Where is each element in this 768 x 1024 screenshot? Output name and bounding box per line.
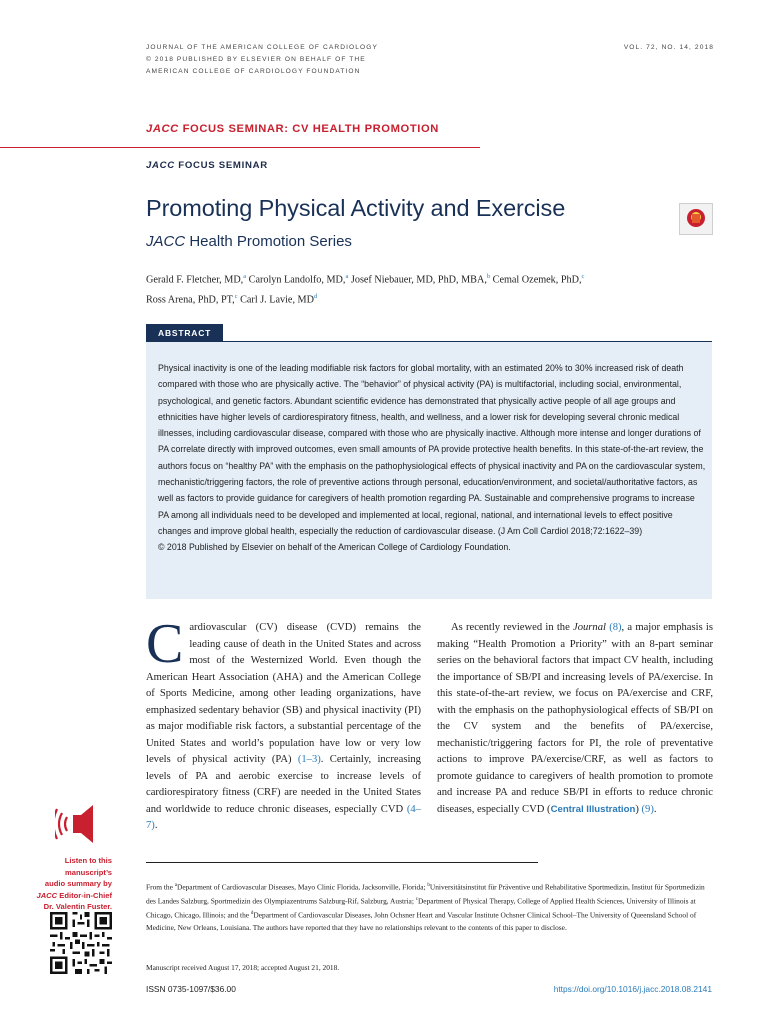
journal-name: JOURNAL OF THE AMERICAN COLLEGE OF CARDIOLOGY [146, 44, 378, 51]
author-list [146, 268, 726, 309]
reference-link[interactable]: (9) [641, 803, 654, 815]
paragraph-text: ) [635, 803, 642, 815]
paragraph-text: . Certainly, increasing levels of PA and aerobic exercise to increase levels of cardiorespiratory fitness (CRF) are needed in the United States and worldwide to reduce chronic diseases, especially CVD [146, 754, 421, 815]
doi-link[interactable]: https://doi.org/10.1016/j.jacc.2018.08.2141 [553, 984, 712, 994]
author-name: Carl J. Lavie, MD [237, 294, 314, 306]
footnote-text: Department of Cardiovascular Diseases, John Ochsner Heart and Vascular Institute Ochsner Clinical School–The University of Queensland School of Medicine, New Orleans, Louisiana. The authors have reported that they have no relationships relevant to the contents of this paper to disclose. [146, 910, 697, 933]
volume-info: VOL. 72, NO. 14, 2018 [623, 44, 714, 51]
subtitle-rest: Health Promotion Series [185, 233, 352, 250]
affiliation-link[interactable]: a [243, 273, 247, 280]
footnote-text: Department of Physical Therapy, College of Applied Health Sciences, University of Illinois at Chicago, Chicago, Illinois; and the [146, 896, 696, 920]
journal-italic: Journal [573, 622, 606, 633]
affiliation-marker: a [174, 883, 177, 888]
reference-link[interactable]: (4–7) [146, 803, 421, 831]
affiliation-marker: c [415, 897, 418, 903]
paragraph-text: ardiovascular (CV) disease (CVD) remains the leading cause of death in the United States and across most of the Westernized World. Even though the American Heart Association (AHA) and the American College of Sports Medicine, among other leading organizations, have emphasized sedentary behavior (SB) and physical inactivity (PI) as major modifiable risk factors, a substantial percentage of the United States and world’s population have low or very low levels of physical activity (PA) [146, 622, 421, 765]
audio-note-jacc: JACC [36, 890, 58, 900]
reference-link[interactable]: (1–3) [297, 754, 321, 765]
footnote-text: From the [146, 882, 175, 892]
footnote-text: Universitätsinstitut für Präventive und Rehabilitative Sportmedizin, Institut für Sportmedizin des Landes Salzburg, Sportmedizin des Olympiazentrums Salzburg-Rif, Salzburg, Austria; [146, 882, 705, 906]
audio-note-line [32, 890, 112, 902]
audio-note-editor: Editor-in-Chief [57, 890, 112, 900]
journal-foundation: AMERICAN COLLEGE OF CARDIOLOGY FOUNDATION [146, 68, 361, 75]
article-subtitle [146, 233, 352, 250]
body-column-left [146, 613, 421, 835]
author-name: Ross Arena, PhD, PT, [146, 294, 235, 306]
abstract-copyright: © 2018 Published by Elsevier on behalf of the American College of Cardiology Foundation. [158, 542, 511, 553]
journal-copyright: © 2018 PUBLISHED BY ELSEVIER ON BEHALF OF THE [146, 56, 366, 63]
paragraph-text: . [653, 803, 657, 815]
crossmark-icon[interactable] [679, 203, 713, 235]
footnote-divider [146, 862, 538, 863]
series-heading [146, 123, 439, 135]
journal-header [146, 42, 526, 78]
affiliation-marker: b [427, 883, 430, 888]
section-label-text: FOCUS SEMINAR [174, 160, 268, 171]
author-name: Gerald F. Fletcher, MD, [146, 274, 244, 286]
affiliation-link[interactable]: a [345, 273, 349, 280]
abstract-heading: ABSTRACT [146, 324, 223, 342]
abstract-citation: (J Am Coll Cardiol 2018;72:1622–39) [495, 525, 643, 536]
author-name: Cemal Ozemek, PhD, [490, 274, 582, 286]
affiliation-link[interactable]: c [234, 293, 238, 301]
central-illustration-link[interactable]: Central Illustration [550, 803, 636, 815]
manuscript-dates: Manuscript received August 17, 2018; accepted August 21, 2018. [146, 963, 340, 972]
paragraph-text: . [154, 820, 158, 831]
affiliation-link[interactable]: d [313, 293, 318, 301]
reference-link[interactable]: (8) [605, 622, 622, 633]
affiliations-footnote [146, 880, 714, 935]
audio-note-line: Dr. Valentin Fuster. [43, 902, 112, 911]
paragraph-text: As recently reviewed in the [451, 622, 573, 633]
subtitle-jacc: JACC [146, 233, 186, 250]
abstract-text [158, 360, 706, 556]
section-jacc: JACC [146, 160, 175, 171]
affiliation-marker: d [250, 911, 254, 917]
drop-cap: C [146, 613, 184, 675]
audio-summary-note [32, 855, 112, 913]
body-column-right [437, 620, 713, 818]
series-divider [0, 147, 480, 148]
footnote-text: Department of Cardiovascular Diseases, Mayo Clinic Florida, Jacksonville, Florida; [176, 882, 428, 892]
paragraph-text: , a major emphasis is making “Health Promotion a Priority” with an 8-part seminar series on the behavioral factors that impact CV health, including the importance of SB/PI and increasing levels of PA/exercise. In this state-of-the-art review, we focus on PA/exercise and CRF, with the emphasis on the pathophysiological effects of SB/PI on the CV system and the benefits of PA/exercise, mechanistic/triggering factors for PI, the role of preventative actions to improve PA/exercise/CRF, as well as factors to promote guidance to caregivers of health promotion to promote and increase PA and reduce SB/PI in efforts to reduce chronic diseases, especially CVD ( [437, 622, 713, 815]
affiliation-link[interactable]: b [486, 273, 491, 280]
series-label: FOCUS SEMINAR: CV HEALTH PROMOTION [178, 123, 439, 135]
author-name: Carolyn Landolfo, MD, [246, 274, 346, 286]
audio-note-line: audio summary by [44, 879, 112, 888]
audio-note-line: Listen to this manuscript’s [64, 856, 112, 877]
article-title: Promoting Physical Activity and Exercise [146, 195, 566, 221]
affiliation-link[interactable]: c [581, 273, 585, 280]
abstract-body: Physical inactivity is one of the leading modifiable risk factors for global mortality, with an estimated 20% to 30% increased risk of death compared with those who are physically active. The “behavior” of physical activity (PA) is multifactorial, including social, environmental, psychological, and genetic factors. Abundant scientific evidence has demonstrated that physically active people of all age groups and ethnicities have higher levels of cardiorespiratory fitness, health, and wellness, and a lower risk for developing several chronic medical illnesses, including cardiovascular disease, compared with those who are physically inactive. Although more intense and longer durations of PA correlate directly with improved outcomes, even small amounts of PA provide protective health benefits. In this state-of-the-art review, the authors focus on “healthy PA” with the emphasis on the pathophysiological effects of physical inactivity and PA on the cardiovascular system, mechanistic/triggering factors, the role of preventive actions through personal, education/environment, and societal/authoritative factors, as well as factors to provide guidance for caregivers of health promotion regarding PA. Sustainable and comprehensive programs to increase PA among all individuals need to be developed and implemented at local, regional, national, and international levels to effect positive changes and improve global health, especially the reduction of cardiovascular disease. [158, 363, 706, 536]
qr-code[interactable] [50, 912, 112, 974]
speaker-icon[interactable] [55, 803, 105, 845]
series-jacc: JACC [146, 123, 179, 135]
issn-price: ISSN 0735-1097/$36.00 [146, 984, 236, 994]
section-label [146, 160, 268, 171]
author-name: Josef Niebauer, MD, PhD, MBA, [348, 274, 487, 286]
